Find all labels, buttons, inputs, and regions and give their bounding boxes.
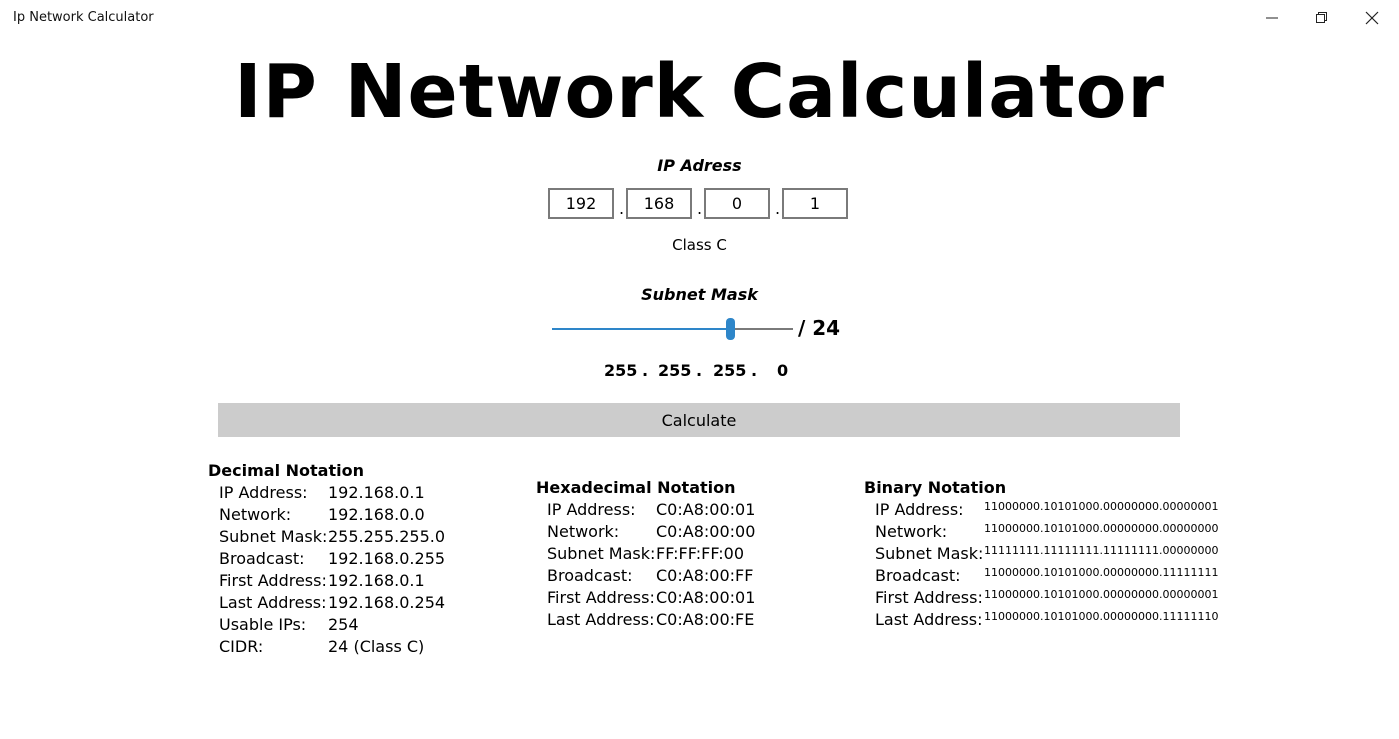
- result-value: 192.168.0.1: [328, 571, 425, 590]
- result-value: 11111111.11111111.11111111.00000000: [984, 544, 1219, 557]
- slider-thumb[interactable]: [726, 318, 735, 340]
- result-key: First Address:: [219, 571, 327, 590]
- result-value: 11000000.10101000.00000000.00000001: [984, 588, 1219, 601]
- subnet-mask-label: Subnet Mask: [641, 285, 758, 304]
- decimal-notation-title: Decimal Notation: [208, 461, 364, 480]
- result-key: Network:: [547, 522, 620, 541]
- result-row: [536, 587, 836, 609]
- result-key: IP Address:: [219, 483, 308, 502]
- restore-icon: [1315, 11, 1329, 25]
- result-value: 254: [328, 615, 359, 634]
- slider-track-remaining: [735, 328, 793, 330]
- result-value: C0:A8:00:00: [656, 522, 756, 541]
- result-key: Subnet Mask:: [875, 544, 984, 563]
- minimize-button[interactable]: [1248, 0, 1298, 36]
- result-row: [864, 609, 1219, 631]
- close-button[interactable]: [1348, 0, 1398, 36]
- result-value: 11000000.10101000.00000000.00000001: [984, 500, 1219, 513]
- result-key: Network:: [875, 522, 948, 541]
- ip-octet-4-input[interactable]: 1: [782, 188, 848, 219]
- octet-separator: .: [775, 199, 781, 218]
- ip-address-label: IP Adress: [657, 156, 742, 175]
- result-key: Last Address:: [875, 610, 983, 629]
- mask-separator: .: [642, 361, 649, 380]
- result-value: 192.168.0.0: [328, 505, 425, 524]
- result-key: First Address:: [547, 588, 655, 607]
- result-key: Broadcast:: [547, 566, 633, 585]
- result-key: IP Address:: [547, 500, 636, 519]
- mask-octet-1: 255: [604, 361, 638, 380]
- hex-notation-section: [536, 477, 836, 631]
- result-key: Broadcast:: [219, 549, 305, 568]
- result-value: FF:FF:FF:00: [656, 544, 745, 563]
- result-row: [536, 499, 836, 521]
- octet-separator: .: [697, 199, 703, 218]
- result-key: Usable IPs:: [219, 615, 307, 634]
- binary-notation-title: Binary Notation: [864, 478, 1007, 497]
- result-value: 192.168.0.1: [328, 483, 425, 502]
- result-row: [208, 614, 508, 636]
- result-row: [208, 592, 508, 614]
- result-value: 11000000.10101000.00000000.11111110: [984, 610, 1219, 623]
- result-key: Network:: [219, 505, 292, 524]
- result-value: 255.255.255.0: [328, 527, 446, 546]
- result-value: 11000000.10101000.00000000.11111111: [984, 566, 1219, 579]
- decimal-notation-section: [208, 460, 508, 658]
- result-row: [208, 548, 508, 570]
- mask-octet-4: 0: [777, 361, 789, 380]
- result-key: Subnet Mask:: [219, 527, 328, 546]
- result-value: C0:A8:00:01: [656, 588, 756, 607]
- mask-separator: .: [751, 361, 758, 380]
- mask-separator: .: [696, 361, 703, 380]
- result-row: [536, 521, 836, 543]
- result-value: 11000000.10101000.00000000.00000000: [984, 522, 1219, 535]
- result-row: [536, 543, 836, 565]
- result-value: 192.168.0.254: [328, 593, 446, 612]
- subnet-prefix-slider[interactable]: [552, 318, 793, 340]
- window-title: Ip Network Calculator: [13, 10, 154, 25]
- mask-octet-3: 255: [713, 361, 747, 380]
- result-value: 192.168.0.255: [328, 549, 446, 568]
- restore-button[interactable]: [1298, 0, 1348, 36]
- prefix-length-text: / 24: [798, 316, 841, 340]
- binary-notation-section: [864, 477, 1219, 631]
- close-icon: [1365, 11, 1379, 25]
- result-value: C0:A8:00:FE: [656, 610, 755, 629]
- result-row: [208, 636, 508, 658]
- page-title: IP Network Calculator: [234, 49, 1165, 135]
- result-row: [208, 482, 508, 504]
- result-key: Last Address:: [547, 610, 655, 629]
- result-key: CIDR:: [219, 637, 264, 656]
- slider-track-filled: [552, 328, 726, 330]
- result-row: [208, 570, 508, 592]
- title-bar: [0, 0, 1399, 36]
- result-value: 24 (Class C): [328, 637, 425, 656]
- result-key: First Address:: [875, 588, 983, 607]
- result-key: Last Address:: [219, 593, 327, 612]
- result-row: [208, 526, 508, 548]
- minimize-icon: [1265, 11, 1279, 25]
- octet-separator: .: [619, 199, 625, 218]
- hex-notation-title: Hexadecimal Notation: [536, 478, 736, 497]
- ip-class-text: Class C: [672, 236, 727, 254]
- result-key: Subnet Mask:: [547, 544, 656, 563]
- result-value: C0:A8:00:FF: [656, 566, 754, 585]
- result-row: [536, 565, 836, 587]
- result-key: Broadcast:: [875, 566, 961, 585]
- mask-octet-2: 255: [658, 361, 692, 380]
- calculate-button[interactable]: Calculate: [218, 403, 1180, 437]
- result-value: C0:A8:00:01: [656, 500, 756, 519]
- result-row: [536, 609, 836, 631]
- ip-octet-2-input[interactable]: 168: [626, 188, 692, 219]
- ip-octet-1-input[interactable]: 192: [548, 188, 614, 219]
- ip-octet-3-input[interactable]: 0: [704, 188, 770, 219]
- result-key: IP Address:: [875, 500, 964, 519]
- result-row: [208, 504, 508, 526]
